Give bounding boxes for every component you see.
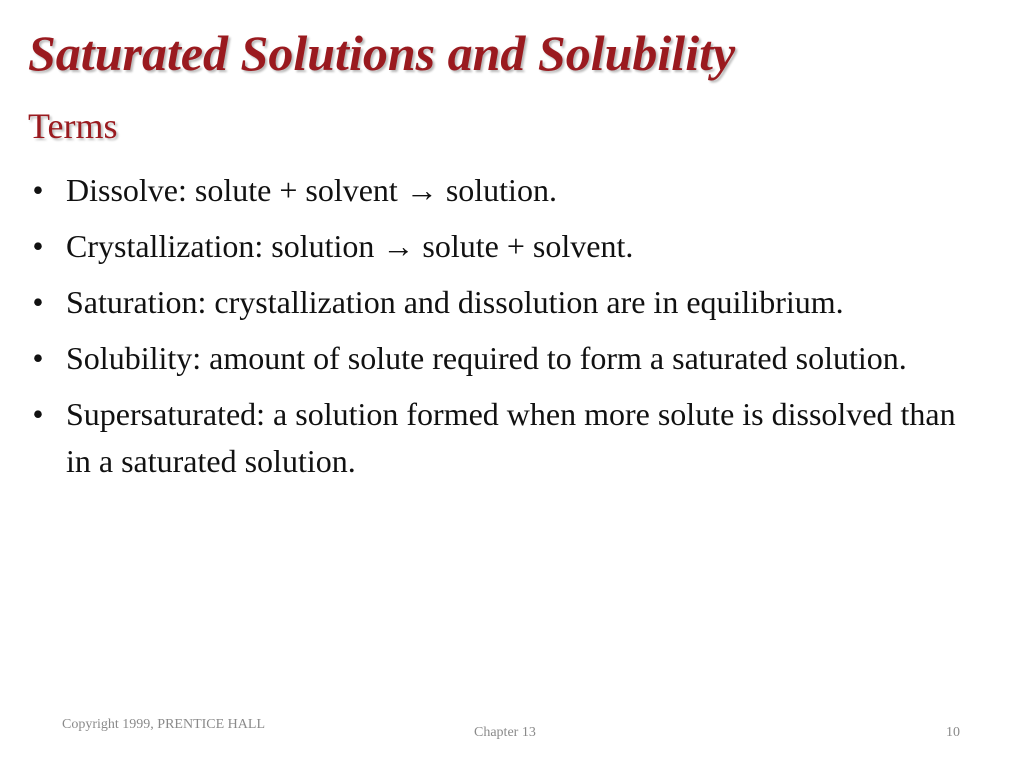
bullet-marker: • xyxy=(32,396,44,432)
footer-chapter: Chapter 13 xyxy=(474,725,536,740)
bullet-item-supersaturated xyxy=(28,391,988,485)
bullet-marker: • xyxy=(32,340,44,376)
slide-title: Saturated Solutions and Solubility xyxy=(28,25,736,81)
bullet-text: Solubility: amount of solute required to form a saturated solution. xyxy=(66,340,907,376)
bullet-item-dissolve xyxy=(28,167,988,214)
bullet-marker: • xyxy=(32,228,44,264)
bullet-text: Crystallization: solution → solute + solvent. xyxy=(66,228,634,264)
footer-copyright: Copyright 1999, PRENTICE HALL xyxy=(62,717,265,732)
bullet-text: Supersaturated: a solution formed when more solute is dissolved than in a saturated solution. xyxy=(66,396,956,479)
bullet-text: Dissolve: solute + solvent → solution. xyxy=(66,172,557,208)
bullet-marker: • xyxy=(32,284,44,320)
bullet-text: Saturation: crystallization and dissolution are in equilibrium. xyxy=(66,284,844,320)
bullet-item-solubility xyxy=(28,335,988,382)
bullet-item-saturation xyxy=(28,279,988,326)
bullet-marker: • xyxy=(32,172,44,208)
footer-page-number: 10 xyxy=(946,725,960,740)
bullet-list xyxy=(28,167,988,494)
bullet-item-crystallization xyxy=(28,223,988,270)
slide-subtitle: Terms xyxy=(28,106,118,146)
